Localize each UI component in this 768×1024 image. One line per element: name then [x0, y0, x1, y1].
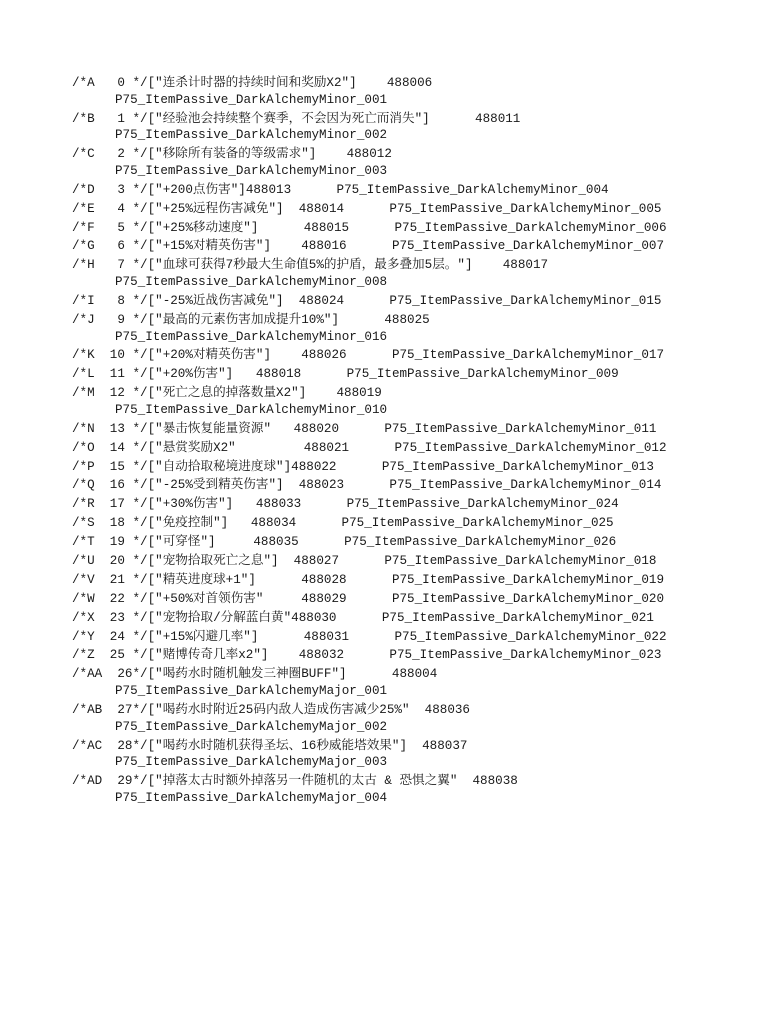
code-line [72, 738, 752, 771]
item-passive-key: P75_ItemPassive_DarkAlchemyMinor_016 [115, 329, 388, 344]
item-passive-key: P75_ItemPassive_DarkAlchemyMinor_026 [344, 535, 617, 550]
code-line [72, 702, 752, 735]
code-line [72, 182, 752, 199]
code-line [72, 515, 752, 532]
item-passive-key: P75_ItemPassive_DarkAlchemyMinor_019 [391, 572, 665, 587]
code-line [72, 312, 752, 345]
code-line-text: /*K 10 */["+20%对精英伤害"] 488026 [72, 348, 392, 363]
code-line [72, 572, 752, 589]
item-passive-key: P75_ItemPassive_DarkAlchemyMajor_001 [115, 684, 388, 699]
code-line [72, 220, 752, 237]
item-passive-key: P75_ItemPassive_DarkAlchemyMinor_014 [389, 478, 662, 493]
item-passive-key: P75_ItemPassive_DarkAlchemyMinor_001 [115, 92, 388, 107]
code-line [72, 385, 752, 418]
item-passive-key: P75_ItemPassive_DarkAlchemyMinor_002 [115, 128, 388, 143]
code-line-text: /*O 14 */["悬赏奖励X2" 488021 [72, 440, 395, 455]
code-line-text: /*J 9 */["最高的元素伤害加成提升10%"] 488025 [72, 312, 430, 327]
item-passive-key: P75_ItemPassive_DarkAlchemyMinor_008 [115, 275, 388, 290]
code-line [72, 666, 752, 699]
code-line-text: /*B 1 */["经验池会持续整个赛季，不会因为死亡而消失"] 488011 [72, 111, 521, 126]
item-passive-key: P75_ItemPassive_DarkAlchemyMajor_002 [115, 719, 388, 734]
code-line [72, 773, 752, 806]
code-line-text: /*Q 16 */["-25%受到精英伤害"] 488023 [72, 478, 390, 493]
code-line-text: /*Y 24 */["+15%闪避几率"] 488031 [72, 629, 395, 644]
code-line [72, 459, 752, 476]
item-passive-key: P75_ItemPassive_DarkAlchemyMinor_023 [389, 648, 662, 663]
item-passive-key: P75_ItemPassive_DarkAlchemyMinor_009 [346, 367, 619, 382]
item-passive-key: P75_ItemPassive_DarkAlchemyMinor_015 [389, 293, 662, 308]
code-line-text: /*AC 28*/["喝药水时随机获得圣坛、16秒威能塔效果"] 488037 [72, 738, 468, 753]
code-line-text: /*A 0 */["连杀计时器的持续时间和奖励X2"] 488006 [72, 76, 433, 90]
code-line [72, 421, 752, 438]
code-line-text: /*G 6 */["+15%对精英伤害"] 488016 [72, 239, 392, 254]
code-line [72, 293, 752, 310]
code-line [72, 647, 752, 664]
code-line [72, 347, 752, 364]
code-line [72, 257, 752, 290]
code-line [72, 591, 752, 608]
item-passive-key: P75_ItemPassive_DarkAlchemyMinor_021 [381, 610, 654, 625]
code-line-text: /*M 12 */["死亡之息的掉落数量X2"] 488019 [72, 386, 382, 401]
code-line [72, 534, 752, 551]
code-line [72, 553, 752, 570]
code-line [72, 366, 752, 383]
code-line-text: /*C 2 */["移除所有装备的等级需求"] 488012 [72, 147, 392, 162]
code-line-text: /*I 8 */["-25%近战伤害减免"] 488024 [72, 293, 390, 308]
item-passive-key: P75_ItemPassive_DarkAlchemyMinor_004 [336, 182, 609, 197]
code-line-text: /*T 19 */["可穿怪"] 488035 [72, 535, 345, 550]
code-line [72, 440, 752, 457]
item-passive-key: P75_ItemPassive_DarkAlchemyMinor_011 [384, 421, 657, 436]
code-line-text: /*F 5 */["+25%移动速度"] 488015 [72, 220, 395, 235]
item-passive-key: P75_ItemPassive_DarkAlchemyMinor_010 [115, 402, 388, 417]
code-line [72, 146, 752, 179]
code-line [72, 238, 752, 255]
item-passive-key: P75_ItemPassive_DarkAlchemyMinor_012 [394, 440, 667, 455]
code-line [72, 75, 752, 108]
item-passive-key: P75_ItemPassive_DarkAlchemyMajor_003 [115, 755, 388, 770]
code-line [72, 111, 752, 144]
code-line-text: /*N 13 */["暴击恢复能量资源" 488020 [72, 421, 385, 436]
code-line-text: /*AA 26*/["喝药水时随机触发三神圈BUFF"] 488004 [72, 667, 438, 682]
item-passive-key: P75_ItemPassive_DarkAlchemyMinor_006 [394, 220, 667, 235]
code-line [72, 477, 752, 494]
code-line-text: /*AD 29*/["掉落太古时额外掉落另一件随机的太古 & 恐惧之翼" 488038 [72, 774, 518, 789]
item-passive-key: P75_ItemPassive_DarkAlchemyMinor_005 [389, 201, 662, 216]
code-line-text: /*H 7 */["血球可获得7秒最大生命值5%的护盾，最多叠加5层。"] 488017 [72, 258, 549, 273]
code-line-text: /*R 17 */["+30%伤害"] 488033 [72, 497, 347, 512]
item-passive-key: P75_ItemPassive_DarkAlchemyMinor_022 [394, 629, 667, 644]
code-listing [72, 75, 752, 809]
item-passive-key: P75_ItemPassive_DarkAlchemyMinor_007 [391, 239, 665, 254]
code-line [72, 629, 752, 646]
code-line-text: /*L 11 */["+20%伤害"] 488018 [72, 367, 347, 382]
code-line-text: /*V 21 */["精英进度球+1"] 488028 [72, 572, 392, 587]
item-passive-key: P75_ItemPassive_DarkAlchemyMinor_003 [115, 163, 388, 178]
code-line-text: /*S 18 */["免疫控制"] 488034 [72, 516, 342, 531]
item-passive-key: P75_ItemPassive_DarkAlchemyMinor_017 [391, 348, 665, 363]
code-line-text: /*Z 25 */["赌博传奇几率x2"] 488032 [72, 648, 390, 663]
item-passive-key: P75_ItemPassive_DarkAlchemyMinor_025 [341, 516, 614, 531]
code-line [72, 201, 752, 218]
code-line-text: /*AB 27*/["喝药水时附近25码内敌人造成伤害减少25%" 488036 [72, 702, 470, 717]
item-passive-key: P75_ItemPassive_DarkAlchemyMinor_018 [384, 554, 657, 569]
code-line-text: /*U 20 */["宠物拾取死亡之息"] 488027 [72, 554, 385, 569]
item-passive-key: P75_ItemPassive_DarkAlchemyMajor_004 [115, 790, 388, 805]
code-line [72, 496, 752, 513]
item-passive-key: P75_ItemPassive_DarkAlchemyMinor_024 [346, 497, 619, 512]
item-passive-key: P75_ItemPassive_DarkAlchemyMinor_020 [391, 591, 665, 606]
code-line-text: /*P 15 */["自动拾取秘境进度球"]488022 [72, 459, 382, 474]
code-line-text: /*W 22 */["+50%对首领伤害" 488029 [72, 591, 392, 606]
code-line-text: /*E 4 */["+25%远程伤害减免"] 488014 [72, 201, 390, 216]
code-line-text: /*D 3 */["+200点伤害"]488013 [72, 182, 337, 197]
item-passive-key: P75_ItemPassive_DarkAlchemyMinor_013 [381, 459, 654, 474]
code-line [72, 610, 752, 627]
code-line-text: /*X 23 */["宠物拾取/分解蓝白黄"488030 [72, 610, 382, 625]
